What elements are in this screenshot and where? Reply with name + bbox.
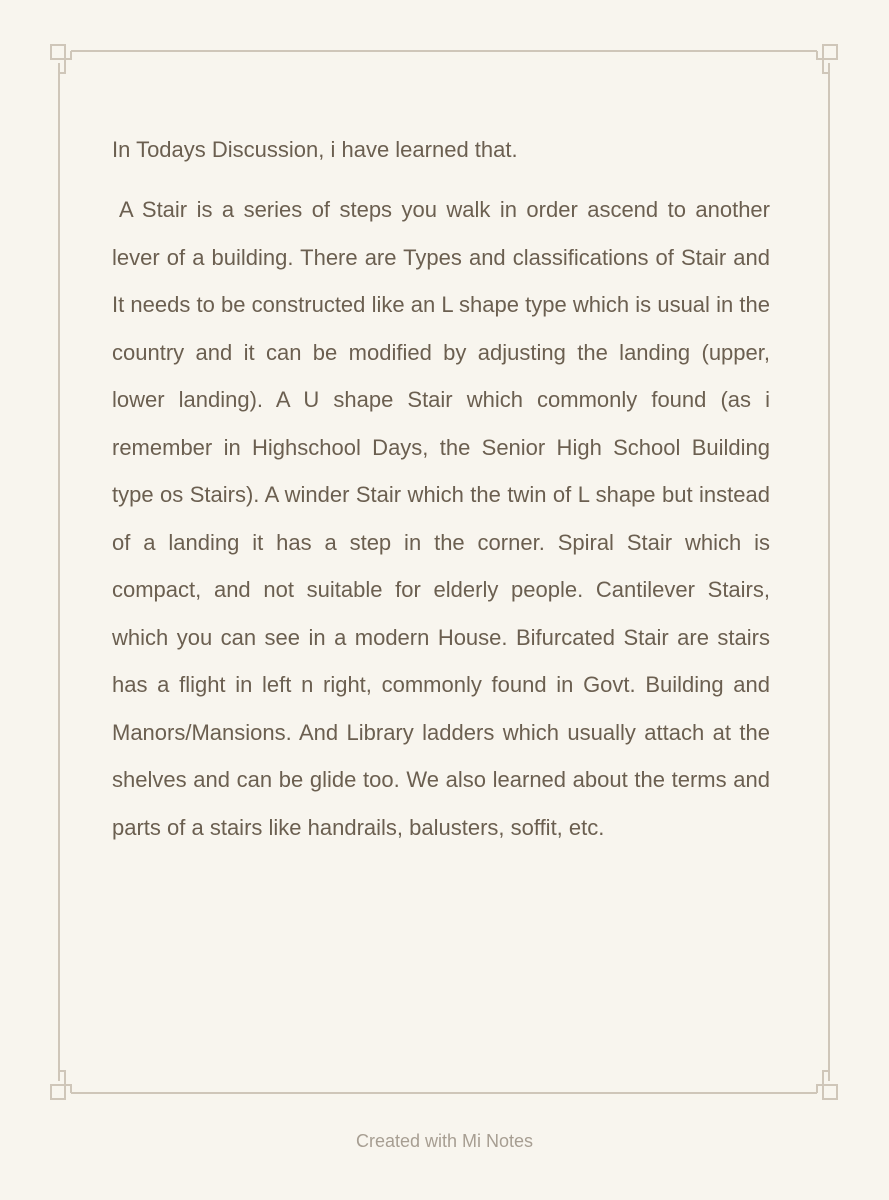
footer-credit: Created with Mi Notes (355, 1131, 534, 1151)
note-content[interactable] (112, 130, 770, 851)
note-title: In Todays Discussion, i have learned that. (112, 137, 518, 162)
note-paragraph: A Stair is a series of steps you walk in order ascend to another lever of a building. There are Types and classifications of Stair and It needs to be constructed like an L shape type which is usual in the country and it can be modified by adjusting the landing (upper, lower landing). A U shape Stair which commonly found (as i remember in Highschool Days, the Senior High School Building type os Stairs). A winder Stair which the twin of L shape but instead of a landing it has a step in the corner. Spiral Stair which is compact, and not suitable for elderly people. Cantilever Stairs, which you can see in a modern House. Bifurcated Stair are stairs has a flight in left n right, commonly found in Govt. Building and Manors/Mansions. And Library ladders which usually attach at the shelves and can be glide too. We also learned about the terms and parts of a stairs like handrails, balusters, soffit, etc. (112, 197, 770, 840)
